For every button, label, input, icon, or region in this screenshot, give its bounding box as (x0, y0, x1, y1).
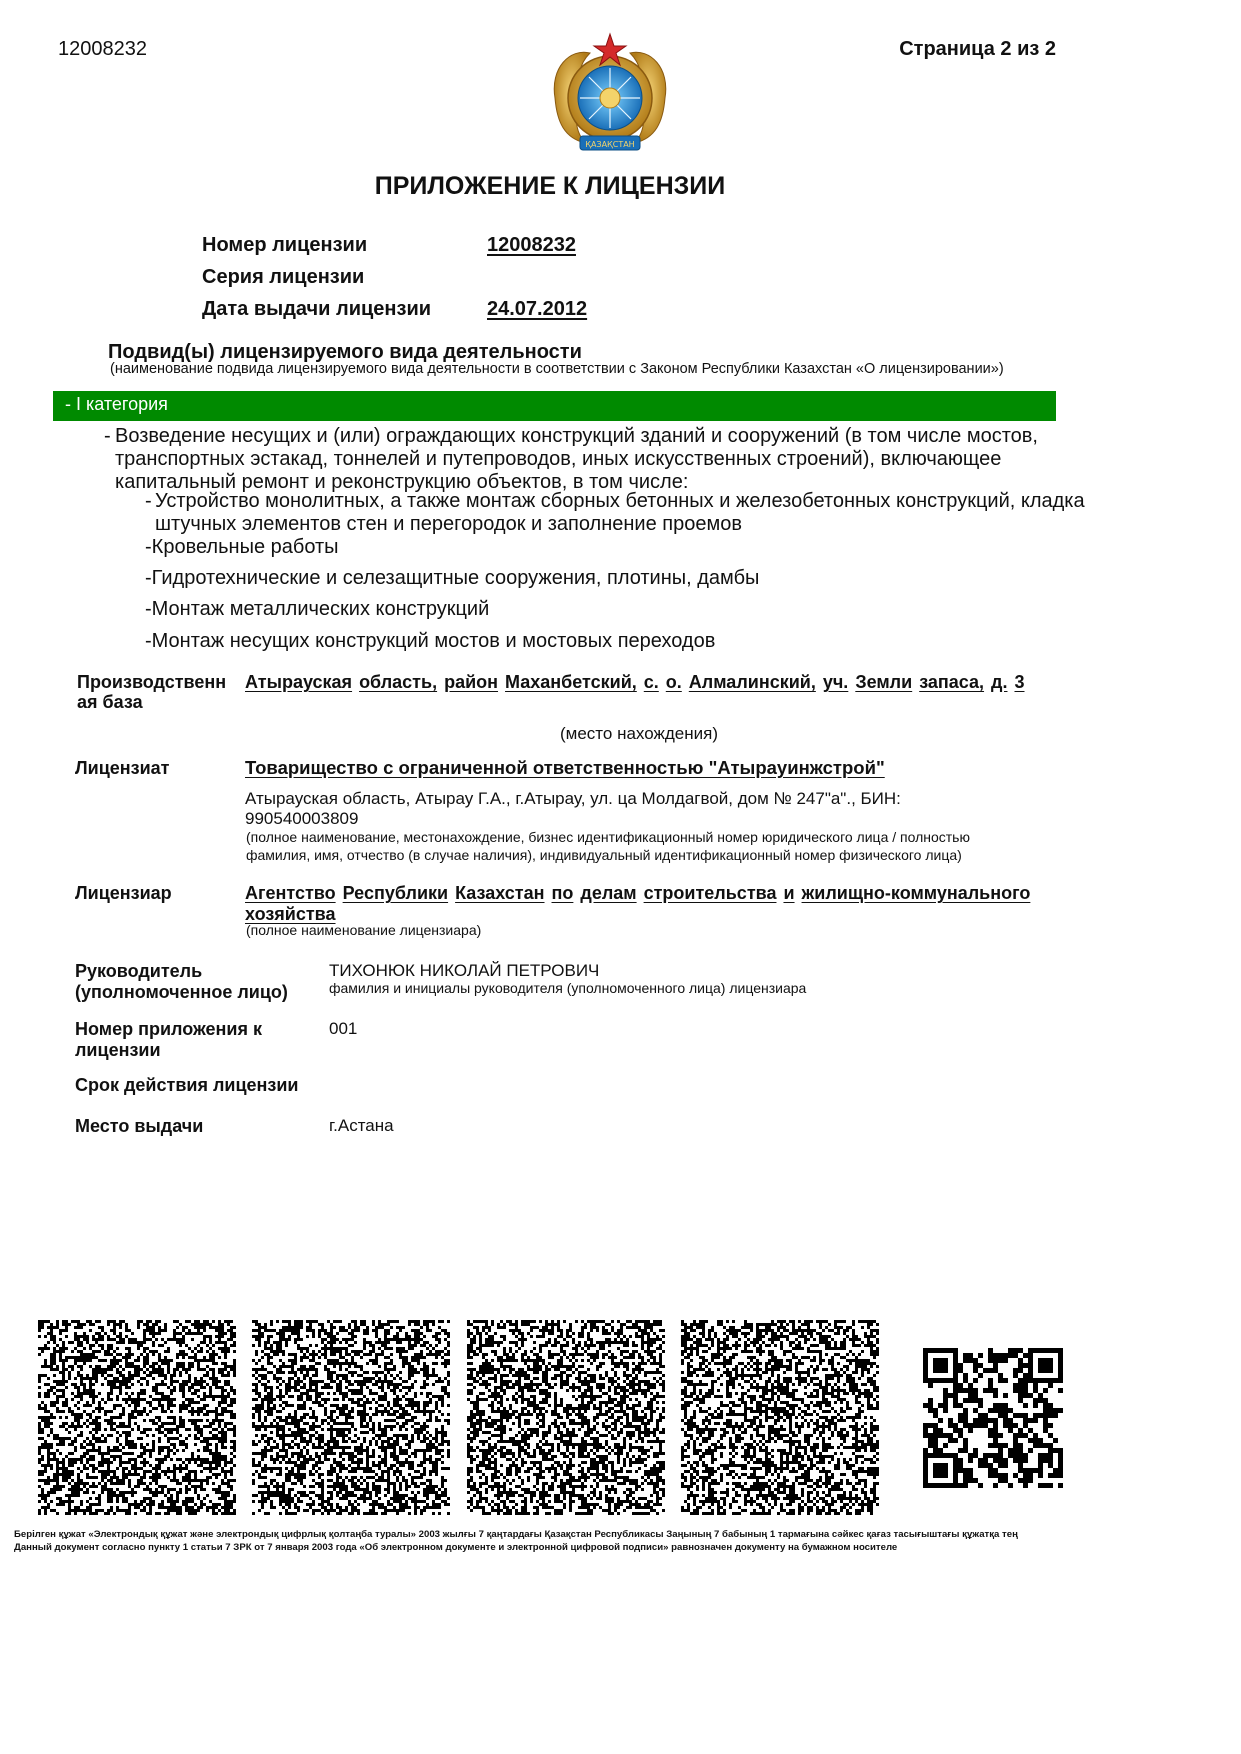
address-word: Атырауская (245, 672, 353, 692)
sub-activity-item: -Монтаж металлических конструкций (145, 598, 490, 620)
license-series-label: Серия лицензии (202, 266, 365, 288)
licensor-name (245, 883, 1037, 925)
licensor-word: делам (580, 883, 637, 903)
footer-note-kz: Берілген құжат «Электрондық құжат және электрондық цифрлық қолтаңба туралы» 2003 жылғы 7 қаңтардағы Қазақстан Республикасы Заңының 7 бабының 1 тармағына сәйкес қағаз тасығыштағы құжатқа тең (14, 1529, 1018, 1540)
licensor-note: (полное наименование лицензиара) (246, 922, 482, 938)
head-label-line: (уполномоченное лицо) (75, 982, 288, 1002)
sub-activity-text: Гидротехнические и селезащитные сооружения, плотины, дамбы (151, 567, 760, 589)
address-word: уч. (822, 672, 849, 692)
sub-activity-text: Монтаж несущих конструкций мостов и мостовых переходов (151, 630, 716, 652)
appendix-label (75, 1019, 262, 1061)
head-note: фамилия и инициалы руководителя (уполномоченного лица) лицензиара (329, 980, 807, 996)
licensor-word: Казахстан (455, 883, 545, 903)
validity-label: Срок действия лицензии (75, 1075, 299, 1095)
barcode-2 (252, 1320, 450, 1517)
subtypes-note: (наименование подвида лицензируемого вида деятельности в соответствии с Законом Республики Казахстан «О лицензировании») (110, 361, 1004, 377)
issue-place-value: г.Астана (329, 1116, 394, 1135)
sub-activity-text: Монтаж металлических конструкций (151, 598, 490, 620)
licensor-word: строительства (643, 883, 777, 903)
licensor-word: Республики (342, 883, 449, 903)
state-emblem (545, 28, 675, 163)
license-number-label: Номер лицензии (202, 234, 368, 256)
address-word: область, (359, 672, 438, 692)
licensee-note (246, 828, 970, 864)
qr-code (923, 1348, 1063, 1488)
appendix-label-line: Номер приложения к (75, 1019, 262, 1039)
licensee-address-line: Атырауская область, Атырау Г.А., г.Атырау, ул. ца Молдагвой, дом № 247"а"., БИН: (245, 789, 901, 808)
subtypes-heading: Подвид(ы) лицензируемого вида деятельности (108, 341, 582, 363)
category-bar (53, 391, 1056, 421)
address-word: с. (643, 672, 659, 692)
address-word: о. (665, 672, 682, 692)
head-label (75, 961, 288, 1003)
address-word: Алмалинский, (688, 672, 816, 692)
barcode-4 (681, 1320, 879, 1517)
address-word: 3 (1014, 672, 1025, 692)
sub-activity-item: -Монтаж несущих конструкций мостов и мостовых переходов (145, 630, 716, 652)
licensee-note-line: (полное наименование, местонахождение, бизнес идентификационный номер юридического лица / полностью (246, 829, 970, 845)
head-name: ТИХОНЮК НИКОЛАЙ ПЕТРОВИЧ (329, 961, 600, 980)
sub-activity-text: Кровельные работы (151, 536, 339, 558)
licensor-word: и (783, 883, 795, 903)
sub-activity-item: -Гидротехнические и селезащитные сооружения, плотины, дамбы (145, 567, 760, 589)
license-date-label: Дата выдачи лицензии (202, 298, 432, 320)
license-date-value: 24.07.2012 (487, 298, 588, 320)
licensee-label: Лицензиат (75, 758, 170, 778)
issue-place-label: Место выдачи (75, 1116, 204, 1136)
licensor-word: Агентство (245, 883, 336, 903)
address-word: запаса, (919, 672, 985, 692)
barcode-1 (38, 1320, 236, 1517)
license-number-value: 12008232 (487, 234, 576, 256)
appendix-label-line: лицензии (75, 1040, 161, 1060)
production-base-label-line: ая база (77, 692, 143, 712)
address-word: район (444, 672, 499, 692)
address-word: д. (991, 672, 1008, 692)
licensee-note-line: фамилия, имя, отчество (в случае наличия), индивидуальный идентификационный номер физического лица) (246, 847, 962, 863)
licensee-address (245, 789, 901, 829)
production-base-address (245, 672, 1032, 693)
sub-activity-item: - Устройство монолитных, а также монтаж сборных бетонных и железобетонных конструкций, кладка штучных элементов стен и перегородок и заполнение проемов (145, 490, 1105, 536)
licensor-label: Лицензиар (75, 883, 172, 903)
category-label: - I категория (65, 394, 168, 414)
licensor-word: хозяйства (245, 904, 336, 924)
production-base-note: (место нахождения) (560, 724, 718, 743)
head-label-line: Руководитель (75, 961, 203, 981)
barcode-3 (467, 1320, 665, 1517)
appendix-value: 001 (329, 1019, 358, 1038)
page-indicator: Страница 2 из 2 (899, 38, 1056, 60)
production-base-label-line: Производственн (77, 672, 227, 692)
licensor-word: жилищно-коммунального (801, 883, 1031, 903)
address-word: Земли (855, 672, 913, 692)
address-word: Маханбетский, (505, 672, 637, 692)
production-base-label (77, 672, 226, 712)
licensee-name: Товарищество с ограниченной ответственностью "Атырауинжстрой" (245, 757, 885, 778)
footer-note-ru: Данный документ согласно пункту 1 статьи 7 ЗРК от 7 января 2003 года «Об электронном документе и электронной цифровой подписи» равнозначен документу на бумажном носителе (14, 1542, 898, 1553)
main-activity-item: - Возведение несущих и (или) ограждающих конструкций зданий и сооружений (в том числе мостов, транспортных эстакад, тоннелей и путепроводов, иных искусственных строений), включающее капитальный ремонт и реконструкцию объектов, в том числе: (104, 425, 1094, 494)
emblem-ribbon-text: ҚАЗАҚСТАН (585, 140, 635, 149)
sub-activity-text: Устройство монолитных, а также монтаж сборных бетонных и железобетонных конструкций, кладка штучных элементов стен и перегородок и заполнение проемов (155, 490, 1085, 535)
licensor-word: по (551, 883, 574, 903)
document-number: 12008232 (58, 38, 147, 60)
page-title: ПРИЛОЖЕНИЕ К ЛИЦЕНЗИИ (374, 172, 726, 200)
licensee-bin: 990540003809 (245, 809, 359, 828)
main-activity-text: Возведение несущих и (или) ограждающих конструкций зданий и сооружений (в том числе мостов, транспортных эстакад, тоннелей и путепроводов, иных искусственных строений), включающее капитальный ремонт и реконструкцию объектов, в том числе: (115, 425, 1038, 493)
sub-activity-item: -Кровельные работы (145, 536, 339, 558)
